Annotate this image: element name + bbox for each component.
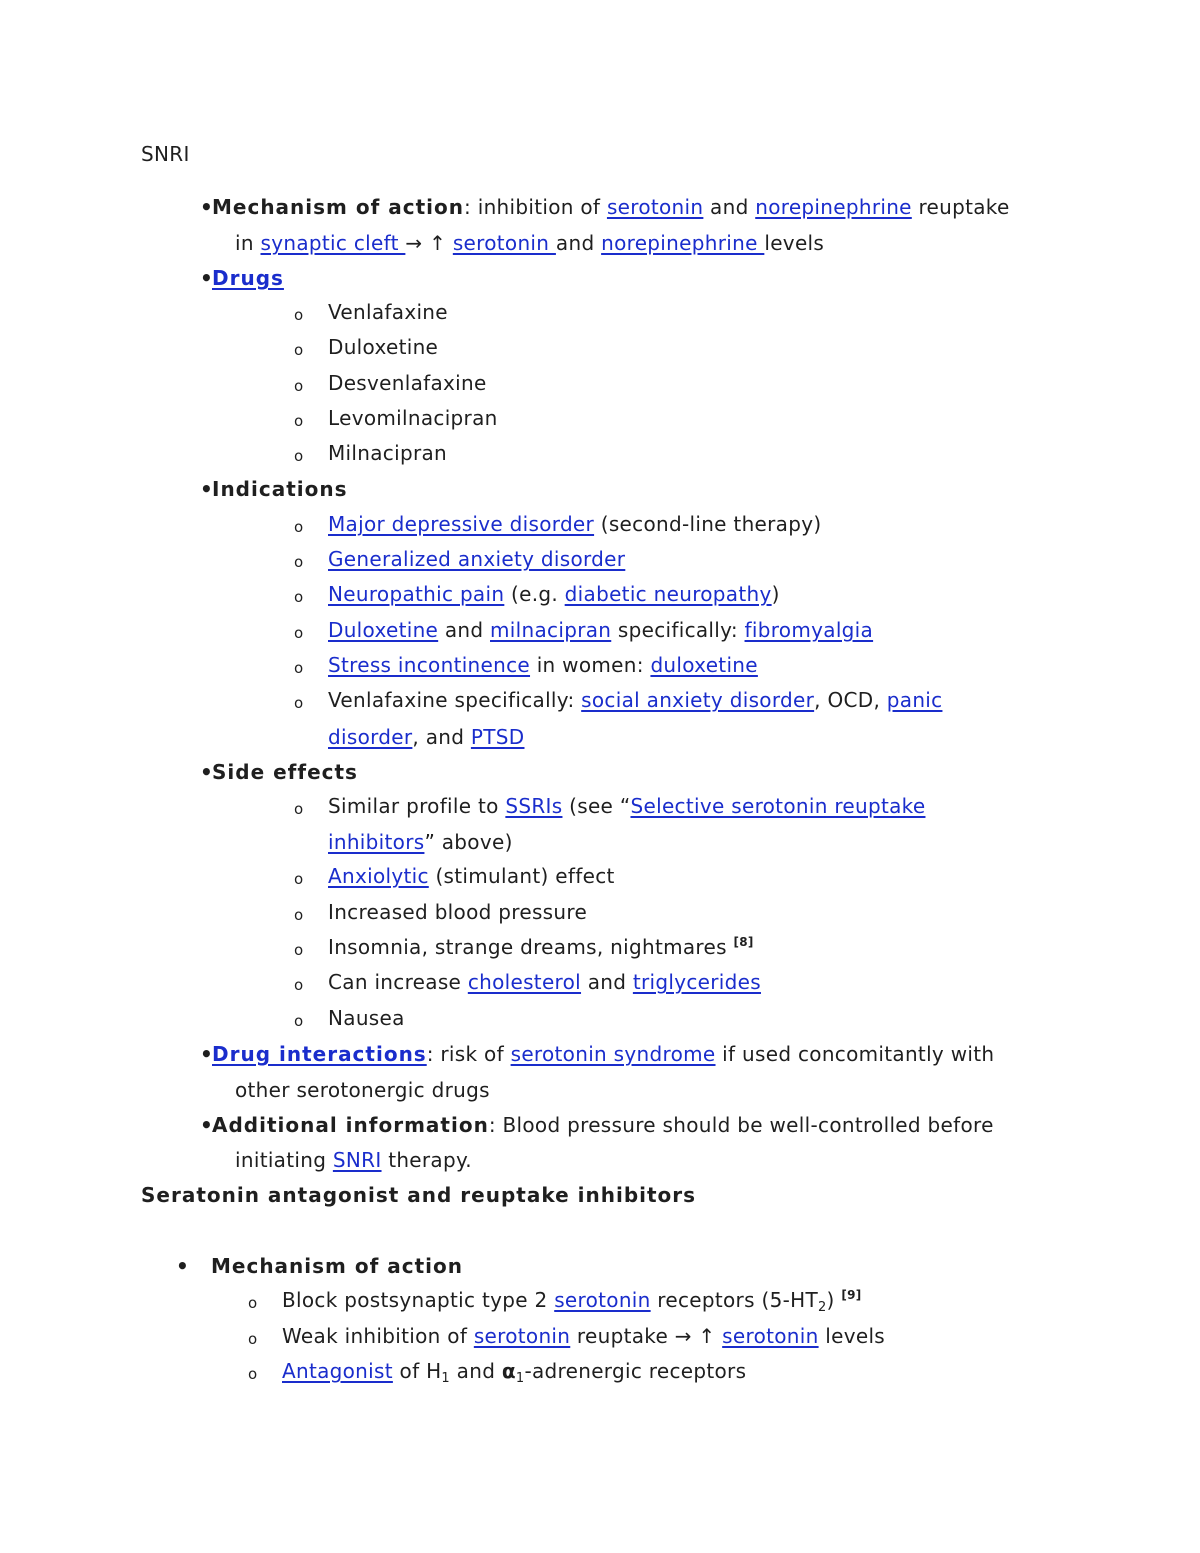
text: if used concomitantly with	[715, 1042, 995, 1066]
link-triglycerides[interactable]: triglycerides	[632, 970, 761, 994]
sub-bullet-icon: o	[248, 1330, 258, 1348]
bullet-icon: •	[200, 1113, 214, 1137]
drug-interactions-link[interactable]: Drug interactions	[212, 1042, 427, 1066]
list-item	[328, 581, 780, 607]
text: : risk of	[426, 1042, 511, 1066]
sub-bullet-icon: o	[294, 588, 304, 606]
section-heading: Seratonin antagonist and reuptake inhibitors	[141, 1183, 697, 1207]
text: (second-line therapy)	[594, 512, 822, 536]
sub-bullet-icon: o	[294, 941, 304, 959]
link-serotonin[interactable]: serotonin	[473, 1324, 571, 1348]
list-item-cont	[328, 724, 524, 750]
text: Block postsynaptic type 2	[282, 1288, 555, 1312]
text: )	[826, 1288, 842, 1312]
sub-bullet-icon: o	[294, 870, 304, 888]
list-item	[282, 1358, 746, 1384]
text: therapy.	[381, 1148, 472, 1172]
text: → ↑	[405, 231, 453, 255]
list-item	[328, 793, 925, 819]
link-diabetic-neuropathy[interactable]: diabetic neuropathy	[564, 582, 772, 606]
link-social-anxiety-disorder[interactable]: social anxiety disorder	[581, 688, 815, 712]
sub-bullet-icon: o	[248, 1365, 258, 1383]
drug-interactions-item	[200, 1041, 994, 1067]
text: reuptake	[911, 195, 1010, 219]
link-serotonin[interactable]: serotonin	[606, 195, 704, 219]
text: in women:	[530, 653, 651, 677]
bullet-icon: •	[200, 1042, 214, 1066]
link-duloxetine[interactable]: Duloxetine	[328, 618, 439, 642]
text: levels	[818, 1324, 886, 1348]
sub-bullet-icon: o	[294, 306, 304, 324]
list-item: Duloxetine	[328, 335, 439, 359]
text: (see “	[562, 794, 631, 818]
link-snri[interactable]: SNRI	[332, 1148, 382, 1172]
text: reuptake → ↑	[570, 1324, 723, 1348]
text: (stimulant) effect	[428, 864, 615, 888]
additional-info-cont	[235, 1147, 472, 1173]
text: ” above)	[424, 830, 513, 854]
text: : inhibition of	[464, 195, 607, 219]
list-item	[282, 1323, 885, 1349]
bullet-icon: •	[176, 1254, 190, 1278]
list-item	[328, 546, 625, 572]
subscript: 2	[817, 1300, 827, 1315]
side-effects-item	[200, 759, 358, 785]
text: Insomnia, strange dreams, nightmares	[328, 935, 734, 959]
indications-item	[200, 476, 348, 502]
link-milnacipran[interactable]: milnacipran	[490, 618, 612, 642]
link-serotonin[interactable]: serotonin	[554, 1288, 651, 1312]
link-serotonin[interactable]: serotonin	[452, 231, 556, 255]
citation: [8]	[733, 935, 754, 949]
text: and	[438, 618, 491, 642]
link-cholesterol[interactable]: cholesterol	[467, 970, 582, 994]
text: specifically:	[611, 618, 745, 642]
link-anxiolytic[interactable]: Anxiolytic	[328, 864, 429, 888]
drugs-item	[200, 265, 284, 291]
sub-bullet-icon: o	[294, 694, 304, 712]
list-item: Nausea	[328, 1006, 405, 1030]
list-item	[328, 934, 754, 960]
additional-info-item	[200, 1112, 994, 1138]
text: -adrenergic receptors	[524, 1359, 747, 1383]
list-item	[328, 511, 821, 537]
text: )	[771, 582, 780, 606]
link-norepinephrine[interactable]: norepinephrine	[755, 195, 912, 219]
list-item: Increased blood pressure	[328, 900, 588, 924]
moa-label: Mechanism of action	[212, 195, 465, 219]
text: receptors (5-HT	[650, 1288, 818, 1312]
link-selective-serotonin-reuptake-inhibitors[interactable]: inhibitors	[328, 830, 425, 854]
text: Venlafaxine specifically:	[328, 688, 582, 712]
link-neuropathic-pain[interactable]: Neuropathic pain	[328, 582, 505, 606]
text: levels	[764, 231, 825, 255]
link-major-depressive-disorder[interactable]: Major depressive disorder	[328, 512, 595, 536]
bullet-icon: •	[200, 760, 214, 784]
list-item: Milnacipran	[328, 441, 448, 465]
alpha-symbol: α	[501, 1359, 516, 1383]
moa-item	[200, 194, 1010, 220]
list-item-cont	[328, 829, 513, 855]
sub-bullet-icon: o	[294, 659, 304, 677]
sub-bullet-icon: o	[294, 976, 304, 994]
text: Can increase	[328, 970, 468, 994]
link-ssris[interactable]: SSRIs	[505, 794, 563, 818]
sub-bullet-icon: o	[294, 553, 304, 571]
drug-interactions-cont: other serotonergic drugs	[235, 1078, 490, 1102]
link-antagonist[interactable]: Antagonist	[282, 1359, 393, 1383]
text: : Blood pressure should be well-controlled before	[488, 1113, 994, 1137]
indications-label: Indications	[212, 477, 348, 501]
link-ptsd[interactable]: PTSD	[470, 725, 525, 749]
sub-bullet-icon: o	[294, 518, 304, 536]
subscript: 1	[515, 1371, 525, 1386]
text: of H	[392, 1359, 442, 1383]
link-duloxetine[interactable]: duloxetine	[650, 653, 758, 677]
sub-bullet-icon: o	[294, 447, 304, 465]
subscript: 1	[441, 1371, 450, 1386]
list-item	[328, 652, 758, 678]
list-item: Venlafaxine	[328, 300, 448, 324]
sub-bullet-icon: o	[248, 1294, 258, 1312]
text: and	[703, 195, 756, 219]
list-item: Levomilnacipran	[328, 406, 498, 430]
list-item	[328, 687, 942, 713]
link-serotonin-syndrome[interactable]: serotonin syndrome	[510, 1042, 716, 1066]
text: , OCD,	[814, 688, 887, 712]
sari-moa-item	[176, 1253, 463, 1279]
list-item	[282, 1287, 862, 1313]
list-item: Desvenlafaxine	[328, 371, 487, 395]
moa-item-cont	[235, 230, 824, 256]
bullet-icon: •	[200, 195, 214, 219]
sari-moa-label: Mechanism of action	[211, 1254, 464, 1278]
bullet-icon: •	[200, 266, 214, 290]
bullet-icon: •	[200, 477, 214, 501]
list-item	[328, 969, 761, 995]
text: and	[555, 231, 602, 255]
text: (e.g.	[504, 582, 565, 606]
sub-bullet-icon: o	[294, 906, 304, 924]
sub-bullet-icon: o	[294, 624, 304, 642]
text: , and	[412, 725, 471, 749]
citation: [9]	[841, 1288, 862, 1302]
link-fibromyalgia[interactable]: fibromyalgia	[744, 618, 874, 642]
text: initiating	[235, 1148, 333, 1172]
sub-bullet-icon: o	[294, 412, 304, 430]
text: and	[581, 970, 633, 994]
drugs-link[interactable]: Drugs	[212, 266, 284, 290]
link-serotonin[interactable]: serotonin	[722, 1324, 819, 1348]
link-synaptic-cleft[interactable]: synaptic cleft	[260, 231, 406, 255]
side-effects-label: Side effects	[212, 760, 358, 784]
text: Weak inhibition of	[282, 1324, 474, 1348]
text: in	[235, 231, 261, 255]
additional-info-label: Additional information	[212, 1113, 489, 1137]
link-norepinephrine[interactable]: norepinephrine	[601, 231, 765, 255]
link-generalized-anxiety-disorder[interactable]: Generalized anxiety disorder	[328, 547, 626, 571]
link-panic-disorder[interactable]: disorder	[328, 725, 413, 749]
link-selective-serotonin-reuptake-inhibitors[interactable]: Selective serotonin reuptake	[630, 794, 926, 818]
page-title: SNRI	[141, 142, 190, 166]
sub-bullet-icon: o	[294, 341, 304, 359]
sub-bullet-icon: o	[294, 800, 304, 818]
link-stress-incontinence[interactable]: Stress incontinence	[328, 653, 531, 677]
list-item	[328, 863, 615, 889]
list-item	[328, 617, 873, 643]
text: and	[450, 1359, 502, 1383]
sub-bullet-icon: o	[294, 377, 304, 395]
text: Similar profile to	[328, 794, 506, 818]
link-panic-disorder[interactable]: panic	[886, 688, 943, 712]
sub-bullet-icon: o	[294, 1012, 304, 1030]
